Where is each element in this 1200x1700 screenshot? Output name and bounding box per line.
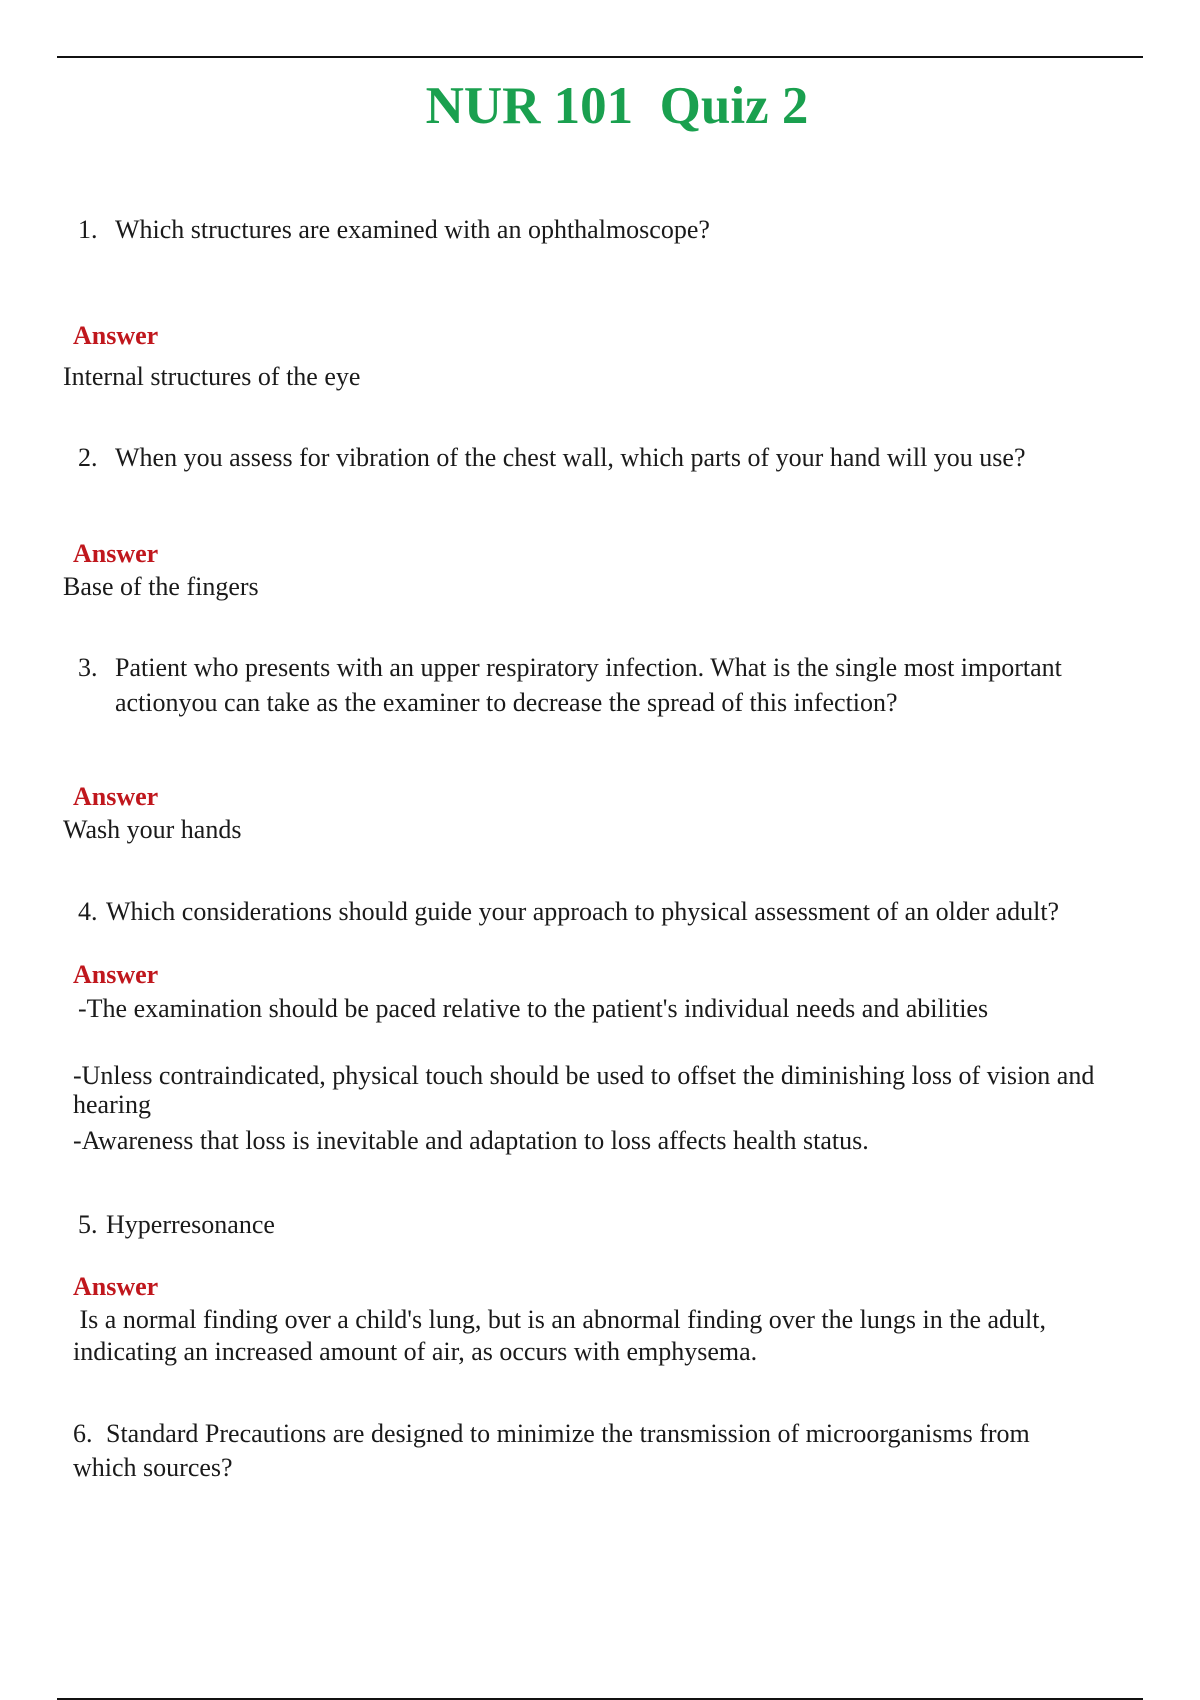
answer-text-line: -Awareness that loss is inevitable and adaptation to loss affects health status. [73, 1126, 869, 1155]
question-1 [78, 213, 1148, 247]
question-5 [78, 1208, 1148, 1242]
question-text: Which considerations should guide your approach to physical assessment of an older adult? [106, 897, 1060, 926]
question-text-line: Standard Precautions are designed to minimize the transmission of microorganisms from [106, 1419, 1030, 1448]
question-number: 2. [78, 443, 98, 472]
answer-text-line: Is a normal finding over a child's lung, but is an abnormal finding over the lungs in the adult, [73, 1305, 1046, 1334]
question-text-line: Patient who presents with an upper respiratory infection. What is the single most important [115, 653, 1062, 682]
question-number: 6. [73, 1419, 93, 1448]
answer-label: Answer [73, 960, 159, 989]
question-text-line: which sources? [73, 1453, 233, 1482]
question-3 [78, 651, 1148, 721]
answer-text-line: -The examination should be paced relative to the patient's individual needs and abilities [78, 994, 989, 1023]
answer-text-line: -Unless contraindicated, physical touch should be used to offset the diminishing loss of vision and [73, 1061, 1095, 1090]
answer-label: Answer [73, 1272, 159, 1301]
question-number: 5. [78, 1210, 98, 1239]
answer-text: Wash your hands [63, 815, 242, 844]
answer-text-line: hearing [73, 1090, 151, 1119]
answer-label: Answer [73, 321, 159, 350]
question-number: 3. [78, 653, 98, 682]
answer-label: Answer [73, 539, 159, 568]
question-number: 4. [78, 897, 98, 926]
question-text: When you assess for vibration of the chest wall, which parts of your hand will you use? [115, 443, 1026, 472]
question-4 [78, 895, 1148, 929]
page-title: NUR 101 Quiz 2 [425, 77, 809, 135]
question-text: Hyperresonance [106, 1210, 275, 1239]
question-text: Which structures are examined with an ophthalmoscope? [115, 215, 710, 244]
answer-text-line: indicating an increased amount of air, as occurs with emphysema. [73, 1337, 758, 1366]
answer-label: Answer [73, 782, 159, 811]
question-6 [73, 1417, 1148, 1487]
question-text-line: actionyou can take as the examiner to decrease the spread of this infection? [115, 688, 898, 717]
top-rule [57, 56, 1143, 58]
question-number: 1. [78, 215, 98, 244]
answer-text: Base of the fingers [63, 572, 259, 601]
answer-text: Internal structures of the eye [63, 362, 361, 391]
question-2 [78, 441, 1148, 475]
